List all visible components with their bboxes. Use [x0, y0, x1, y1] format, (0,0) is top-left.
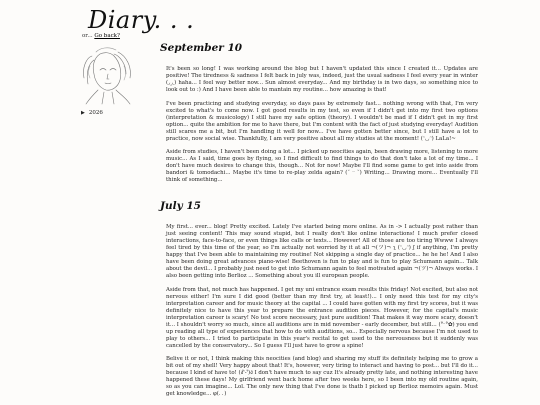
post-paragraph: It's been so long! I was working around the blog but I haven't updated this since I created it... Updates are positive! The tiredness & sadness I felt back in july was, indeed, just the usual sadness I feel every year in winter (◞‸◟) haha... I feel way better now... Sun almost everyday... And my birthday is in two days, so something nice to look out to :) And I have been able to mantain my routine... how amazing is that!	[166, 66, 478, 93]
posts-list	[160, 42, 478, 405]
post-paragraph: Aside from that, not much has happened. I get my uni entrance exam results this friday! Not excited, but also not nervous either! I'm sure I did good (better than my first try, at least!)... I only need this test for my city's interpretation career and for music theory at the capital ... I could have gotten with my first try scores, but it was definitely nice to have this year to prepare the entrance audition pieces. However, for the capital's music interpretation career is scary! No test score necessary, just pure audition! That makes it way more scary, doesn't it... I shouldn't worry so much, since all auditions are in mid november - early december, but still... (°ᵕ°✿) you end up reading all type of experiences that how to do with auditions, so... Especially nervous because I'm not used to play to others... I tried to participate in this year's recital to get used to the nervousness but it suddenly was cancelled by the conservatory... So I guess I'll just have to grow a spine!	[166, 286, 478, 349]
blog-post	[160, 42, 478, 184]
year-archive-toggle[interactable]	[81, 110, 103, 116]
blog-post	[160, 200, 478, 398]
go-back-link[interactable]: Go back?	[94, 33, 120, 39]
site-logo: Diary. . .	[88, 6, 195, 34]
sketch-portrait-illustration	[80, 44, 136, 106]
post-title: September 10	[160, 42, 243, 54]
post-paragraph: Belive it or not, I think making this neocities (and blog) and sharing my stuff its definitely helping me to grow a bit out of my shell! Very happy about that! It's, however, very tiring to interact and having to post... but I'll do it... because I kind of have to! (ง'̀-'́)ง I don't have much to say cuz It's already pretty late, and nothing interesting have happened these days! My girlfriend went back home after two weeks here, so I been into my old routine again, so as you can imagine... Lol. The only new thing that I've done is thatb I picked up Berlioz memoirs again. Must get knowledge... φ(．．)	[166, 356, 478, 397]
year-label: 2026	[88, 110, 103, 116]
post-paragraph: I've been practicing and studying everyday, so days pass by extremely fast... nothing wrong with that, I'm very excited to what's to come now. I got good results in my test, so even if I didn't get into my first two options (interpretation & musicology) I still have my safe option (theory). I wouldn't be mad if I didn't get in my first option... quite the ambition for me to have there, but I'm content with the fact of just studying everyday! Audition still scares me a bit, but I'm handling it well for now... I've have gotten better since, but I still have a lot to practice, now social wise. Thankfully, I am very positive about all my studies at the moment! (ᵔ◡ᵔ) LaLa!~	[166, 100, 478, 142]
post-paragraph: My first... ever... blog! Pretty excited. Lately I've started being more online. As in -> I actually post rather than just seeing content! This may sound stupid, but I really don't like online interactions! I much prefer closed interactions, face-to-face, or even things like calls or texts... However! All of those are too tiring Wwww I always feel tired by this time of the year, so I'm actually not worried by it at all ¬(ツ)¬ ʅ (ᵔ◡ᵔ) ʃ if anything, I'm pretty happy that I've been able to maintaining my routine! Not skipping a single day of practice... he he he! And I also have been doing great advances piano-wise! Beethoven is fun to play and is fun to play Schumann again... Talk about the devil... I probably just need to get into Schumann again to feel motivated again ¬(ツ)¬ Always works. I also been getting into Berlioz ... Something about you ill european people.	[166, 224, 478, 279]
expand-triangle-icon: ▶	[81, 110, 85, 116]
post-paragraph: Aside from studies, I haven't been doing a lot... I picked up neocities again, been drawing more, listening to more music... As I said, time goes by flying, so I find difficult to find things to do that don't take a lot of my time... I don't have much desires to change this, though... Not for now! Maybe I'll find some game to get into aside from bandori & tomodachi... Maybe it's time to re-play zelda again? (˘ ᵕ ˘) Writing... Drawing more... Eventually I'll think of something...	[166, 149, 478, 183]
subnav-prefix: or...	[82, 33, 93, 39]
subnav	[82, 33, 120, 39]
post-title: July 15	[160, 200, 201, 212]
